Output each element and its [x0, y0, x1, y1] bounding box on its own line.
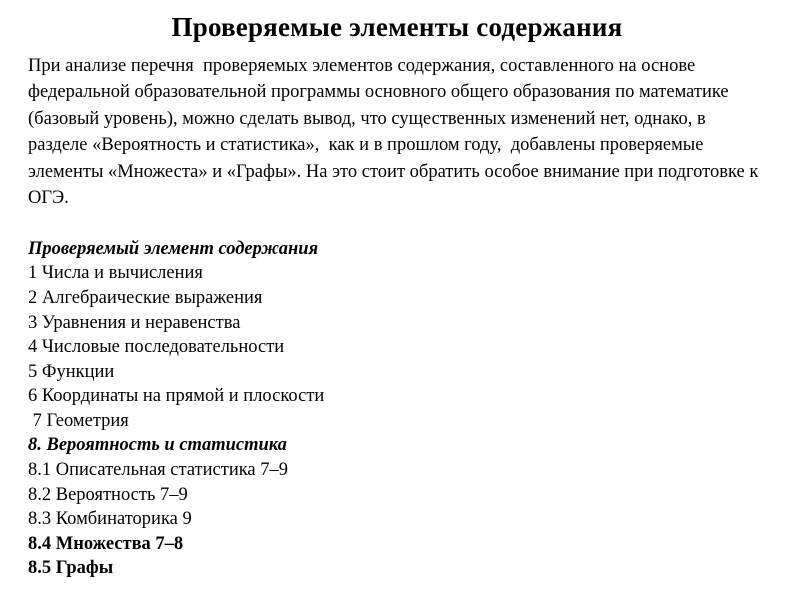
list-item: 4 Числовые последовательности: [28, 337, 285, 358]
list-item: 8.1 Описательная статистика 7–9: [28, 460, 289, 481]
list-item: 6 Координаты на прямой и плоскости: [28, 386, 325, 407]
list-item-section-8: 8. Вероятность и статистика: [28, 435, 287, 456]
content-elements-list: [28, 237, 766, 581]
list-header: Проверяемый элемент содержания: [28, 238, 319, 259]
list-item: 3 Уравнения и неравенства: [28, 312, 241, 333]
list-item: 8.3 Комбинаторика 9: [28, 509, 192, 530]
list-item-new-sets: 8.4 Множества 7–8: [28, 533, 184, 554]
list-item: 2 Алгебраические выражения: [28, 287, 263, 308]
page-title: Проверяемые элементы содержания: [171, 12, 623, 42]
list-item: 8.2 Вероятность 7–9: [28, 484, 188, 505]
list-item: 5 Функции: [28, 361, 115, 382]
list-item: 1 Числа и вычисления: [28, 263, 203, 284]
intro-paragraph: При анализе перечня проверяемых элементов содержания, составленного на основе федеральной образовательной программы основного общего образования по математике (базовый уровень), можно сделать вывод, что существенных изменений нет, однако, в разделе «Вероятность и статистика», как и в прошлом году, добавлены проверяемые элементы «Множеста» и «Графы». На это стоит обратить особое внимание при подготовке к ОГЭ.: [28, 56, 763, 209]
list-item-new-graphs: 8.5 Графы: [28, 558, 114, 579]
list-item: 7 Геометрия: [28, 410, 129, 431]
